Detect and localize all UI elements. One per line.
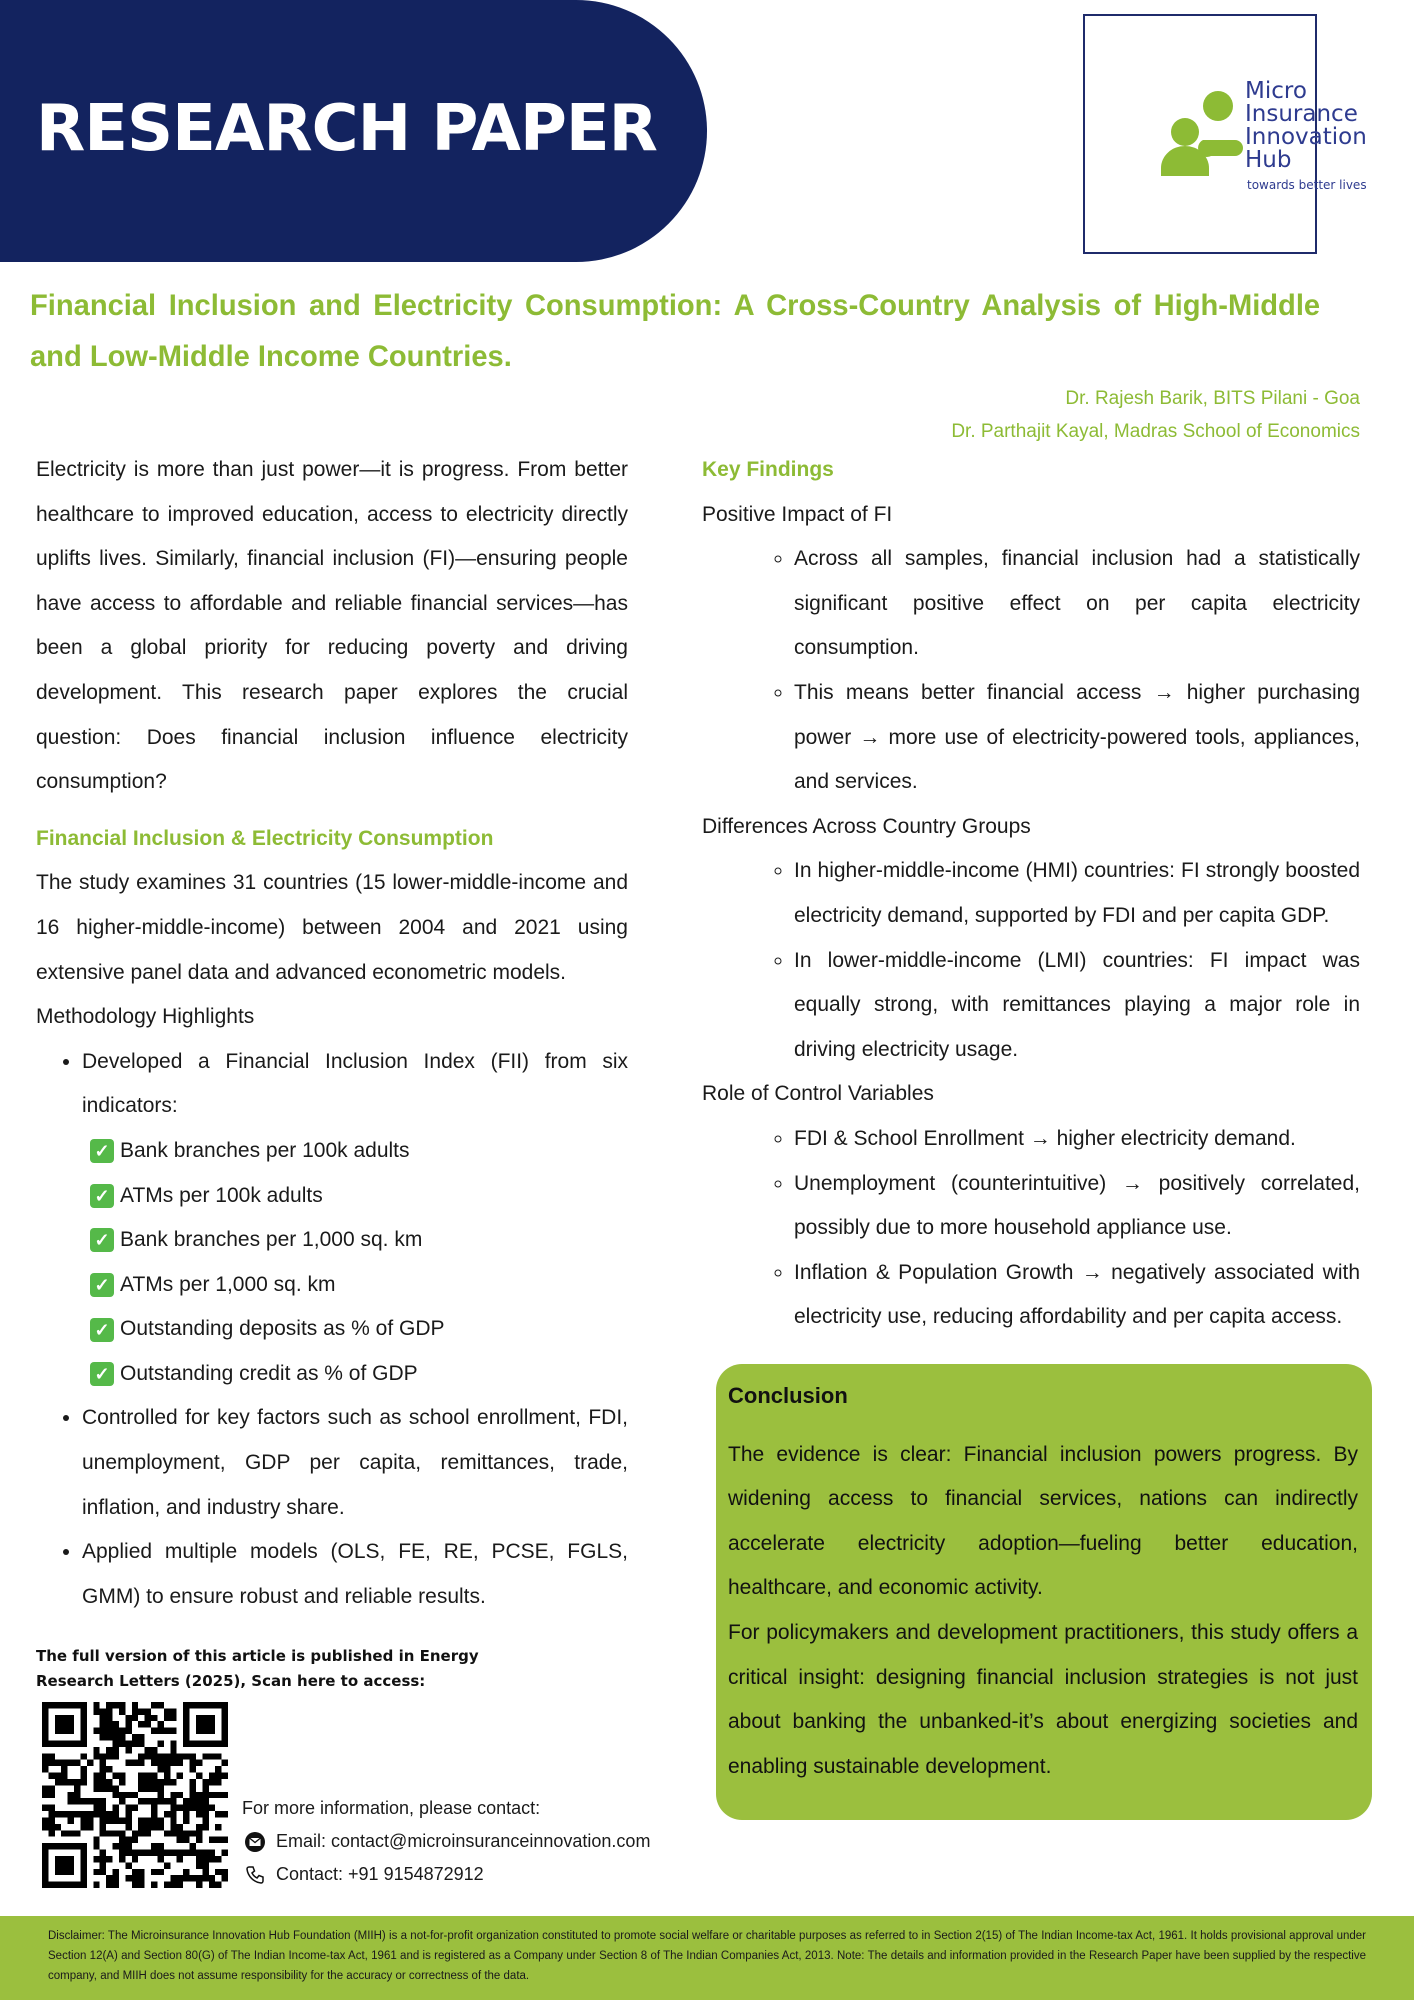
logo-line-1: Micro bbox=[1245, 78, 1307, 104]
footer bbox=[0, 1916, 1414, 2000]
paper-title: Financial Inclusion and Electricity Consumption: A Cross-Country Analysis of High-Middle and Low-Middle Income Countries. bbox=[30, 289, 1321, 373]
phone-icon bbox=[242, 1864, 268, 1886]
logo-tagline: towards better lives bbox=[1247, 178, 1367, 192]
findings-list-3 bbox=[702, 1117, 1360, 1340]
contact-block bbox=[242, 1792, 650, 1891]
indicator-item bbox=[90, 1352, 628, 1397]
conclusion-paragraph-1: The evidence is clear: Financial inclusion powers progress. By widening access to financial services, nations can indirectly accelerate electricity adoption—fueling better education, healthcare, and economic activity. bbox=[728, 1442, 1358, 1600]
checkmark-icon: ✓ bbox=[90, 1318, 114, 1342]
indicator-label: ATMs per 1,000 sq. km bbox=[120, 1272, 336, 1296]
findings-list-2 bbox=[702, 849, 1360, 1072]
findings-list-1 bbox=[702, 537, 1360, 805]
list-item: ◦ This means better financial access → higher purchasing power → more use of electricity-powered tools, appliances, and services. bbox=[794, 671, 1360, 805]
conclusion-heading: Conclusion bbox=[728, 1383, 848, 1408]
qr-code[interactable] bbox=[42, 1702, 228, 1888]
bullet-text: Controlled for key factors such as school enrollment, FDI, unemployment, GDP per capita, remittances, trade, inflation, and industry share. bbox=[82, 1406, 628, 1519]
email-row[interactable] bbox=[242, 1825, 650, 1858]
list-item bbox=[82, 1530, 628, 1619]
section-heading: Financial Inclusion & Electricity Consumption bbox=[36, 826, 494, 850]
disclaimer-text: Disclaimer: The Microinsurance Innovation Hub Foundation (MIIH) is a not-for-profit organization constituted to promote social welfare or charitable purposes as referred to in Section 2(15) of The Indian Income-tax Act, 1961. It holds provisional approval under Section 12(A) and Section 80(G) of The Indian Income-tax Act, 1961 and is registered as a Company under Section 8 of The Indian Companies Act, 2013. Note: The details and information provided in the Research Paper have been supplied by the respective company, and MIIH does not assume responsibility for the accuracy or correctness of the data. bbox=[48, 1930, 1366, 1982]
subheading-country-groups: Differences Across Country Groups bbox=[702, 814, 1031, 838]
email-link[interactable]: Email: contact@microinsuranceinnovation.com bbox=[276, 1831, 651, 1851]
banner-title: RESEARCH PAPER bbox=[36, 92, 657, 166]
author-1: Dr. Rajesh Barik, BITS Pilani - Goa bbox=[1065, 388, 1360, 409]
list-item: ◦ In lower-middle-income (LMI) countries: FI impact was equally strong, with remittances playing a major role in driving electricity usage. bbox=[794, 939, 1360, 1073]
methodology-heading: Methodology Highlights bbox=[36, 1005, 255, 1029]
checkmark-icon: ✓ bbox=[90, 1273, 114, 1297]
key-findings-heading: Key Findings bbox=[702, 458, 834, 481]
indicator-label: ATMs per 100k adults bbox=[120, 1183, 323, 1207]
indicator-list bbox=[36, 1129, 628, 1397]
logo-mark-icon bbox=[1155, 90, 1245, 194]
logo bbox=[1083, 14, 1367, 254]
bullet-text: Developed a Financial Inclusion Index (FII) from six indicators: bbox=[82, 1049, 628, 1118]
indicator-item bbox=[90, 1263, 628, 1308]
contact-intro: For more information, please contact: bbox=[242, 1798, 541, 1818]
list-item: ◦ Across all samples, financial inclusion had a statistically significant positive effect on per capita electricity consumption. bbox=[794, 537, 1360, 671]
header-banner bbox=[0, 0, 707, 262]
left-column bbox=[36, 448, 628, 1619]
list-item: ◦ Inflation & Population Growth → negatively associated with electricity use, reducing affordability and per capita access. bbox=[794, 1251, 1360, 1340]
publication-note: The full version of this article is published in Energy Research Letters (2025), Scan here to access: bbox=[36, 1647, 479, 1690]
indicator-label: Outstanding deposits as % of GDP bbox=[120, 1317, 445, 1341]
checkmark-icon: ✓ bbox=[90, 1139, 114, 1163]
envelope-icon bbox=[242, 1831, 268, 1853]
conclusion-paragraph-2: For policymakers and development practitioners, this study offers a critical insight: designing financial inclusion strategies is not just about banking the unbanked-it’s about energizing societies and enabling sustainable development. bbox=[728, 1620, 1358, 1778]
subheading-control-variables: Role of Control Variables bbox=[702, 1082, 934, 1106]
checkmark-icon: ✓ bbox=[90, 1228, 114, 1252]
logo-line-3: Innovation bbox=[1245, 124, 1367, 150]
phone-number[interactable]: Contact: +91 9154872912 bbox=[276, 1864, 484, 1884]
checkmark-icon: ✓ bbox=[90, 1184, 114, 1208]
logo-line-4: Hub bbox=[1245, 147, 1292, 173]
study-paragraph: The study examines 31 countries (15 lower-middle-income and 16 higher-middle-income) between 2004 and 2021 using extensive panel data and advanced econometric models. bbox=[36, 871, 628, 984]
list-item: ◦ In higher-middle-income (HMI) countries: FI strongly boosted electricity demand, supported by FDI and per capita GDP. bbox=[794, 849, 1360, 938]
list-item bbox=[82, 1040, 628, 1129]
list-item: ◦ FDI & School Enrollment → higher electricity demand. bbox=[794, 1117, 1360, 1162]
bullet-text: Applied multiple models (OLS, FE, RE, PCSE, FGLS, GMM) to ensure robust and reliable results. bbox=[82, 1540, 628, 1608]
author-2: Dr. Parthajit Kayal, Madras School of Economics bbox=[951, 421, 1360, 442]
indicator-label: Outstanding credit as % of GDP bbox=[120, 1361, 418, 1385]
methodology-list-continued bbox=[36, 1396, 628, 1619]
logo-wordmark bbox=[1245, 80, 1367, 172]
indicator-label: Bank branches per 1,000 sq. km bbox=[120, 1228, 423, 1252]
indicator-item bbox=[90, 1174, 628, 1219]
checkmark-icon: ✓ bbox=[90, 1362, 114, 1386]
list-item: ◦ Unemployment (counterintuitive) → positively correlated, possibly due to more household appliance use. bbox=[794, 1162, 1360, 1251]
conclusion-box bbox=[716, 1364, 1372, 1820]
logo-line-2: Insurance bbox=[1245, 101, 1358, 127]
authors bbox=[951, 382, 1360, 448]
indicator-item bbox=[90, 1307, 628, 1352]
list-item bbox=[82, 1396, 628, 1530]
right-column bbox=[702, 448, 1360, 1340]
phone-row[interactable] bbox=[242, 1858, 650, 1891]
indicator-item bbox=[90, 1218, 628, 1263]
intro-paragraph: Electricity is more than just power—it is progress. From better healthcare to improved education, access to electricity directly uplifts lives. Similarly, financial inclusion (FI)—ensuring people have access to affordable and reliable financial services—has been a global priority for reducing poverty and driving development. This research paper explores the crucial question: Does financial inclusion influence electricity consumption? bbox=[36, 458, 628, 794]
indicator-label: Bank branches per 100k adults bbox=[120, 1138, 410, 1162]
subheading-positive-impact: Positive Impact of FI bbox=[702, 502, 893, 526]
methodology-list bbox=[36, 1040, 628, 1129]
indicator-item bbox=[90, 1129, 628, 1174]
